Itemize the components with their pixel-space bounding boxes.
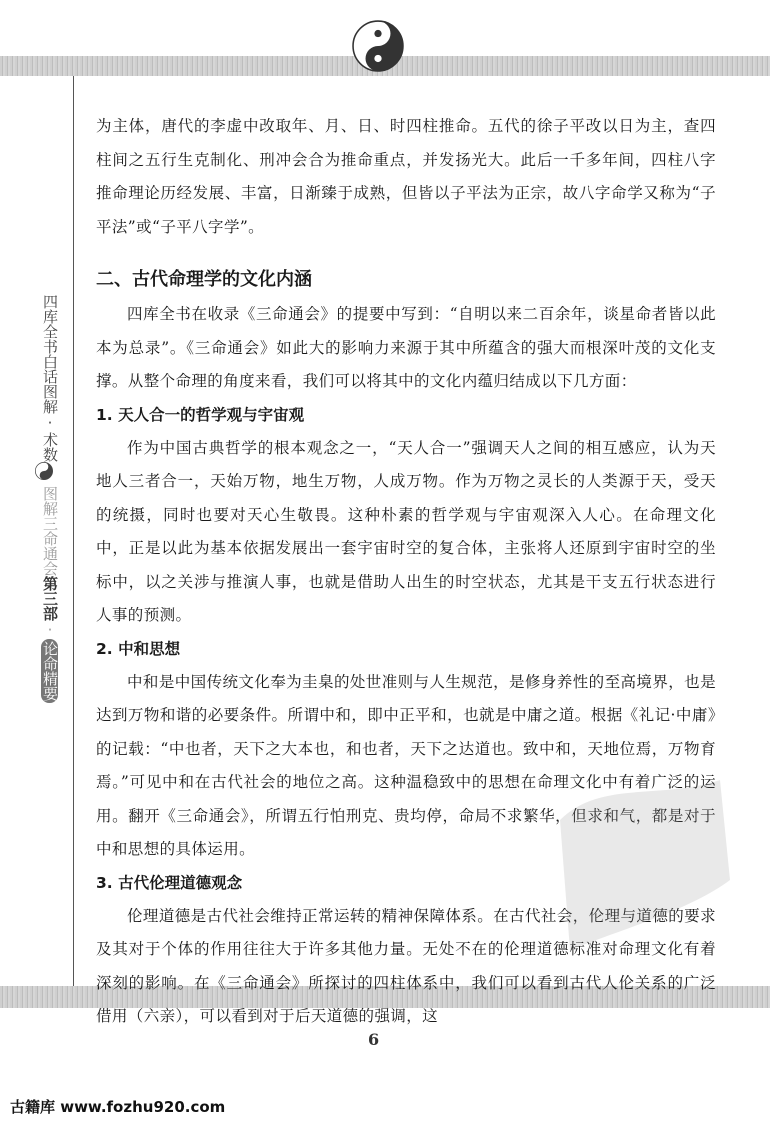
side-section-title <box>28 486 58 703</box>
margin-rule <box>73 76 74 986</box>
site-footer: 古籍库 www.fozhu920.com <box>10 1098 226 1116</box>
subheading-1: 1. 天人合一的哲学观与宇宙观 <box>96 405 305 424</box>
side-subtitle-part: 第三部 <box>41 576 59 621</box>
section-heading: 二、古代命理学的文化内涵 <box>96 269 312 290</box>
watermark-seal <box>540 760 740 960</box>
watermark-text: PDG <box>680 921 728 946</box>
paragraph-intro: 为主体，唐代的李虚中改取年、月、日、时四柱推命。五代的徐子平改以日为主，查四柱间之五行生克制化、刑冲会合为推命重点，并发扬光大。此后一千多年间，四柱八字推命理论历经发展、丰富，日渐臻于成熟，但皆以子平法为正宗，故八字命学又称为“子平法”或“子平八字学”。 <box>96 117 716 236</box>
subheading-2: 2. 中和思想 <box>96 639 181 658</box>
small-yin-yang-icon <box>35 462 53 480</box>
side-subtitle-chapter: 论命精要 <box>41 641 59 701</box>
paragraph-ethics: 伦理道德是古代社会维持正常运转的精神保障体系。在古代社会，伦理与道德的要求及其对于个体的作用往往大于许多其他力量。无处不在的伦理道德标准对命理文化有着深刻的影响。在《三命通会》所探讨的四柱体系中，我们可以看到古代人伦关系的广泛借用（六亲），可以看到对于后天道德的强调，这 <box>96 906 716 1025</box>
subheading-3: 3. 古代伦理道德观念 <box>96 873 243 892</box>
paragraph-section-intro: 四库全书在收录《三命通会》的提要中写到：“自明以来二百余年，谈星命者皆以此本为总录”。《三命通会》如此大的影响力来源于其中所蕴含的强大而根深叶茂的文化支撑。从整个命理的角度来看，我们可以将其中的文化内蕴归结成以下几方面： <box>96 305 716 390</box>
page-number: 6 <box>368 1030 380 1049</box>
side-subtitle-dot: · <box>41 621 59 639</box>
side-subtitle-book: 图解三命通会 <box>41 486 59 576</box>
paragraph-heaven-human: 作为中国古典哲学的根本观念之一，“天人合一”强调天人之间的相互感应，认为天地人三者合一，天始万物，地生万物，人成万物。作为万物之灵长的人类源于天，受天的统摄，同时也要对天心生敬畏。这种朴素的哲学观与宇宙观深入人心。在命理文化中，正是以此为基本依据发展出一套宇宙时空的复合体，主张将人还原到宇宙时空的坐标中，以之关涉与推演人事，也就是借助人出生的时空状态，尤其是干支五行状态进行人事的预测。 <box>96 438 716 624</box>
paragraph-harmony: 中和是中国传统文化奉为圭臬的处世准则与人生规范，是修身养性的至高境界，也是达到万物和谐的必要条件。所谓中和，即中正平和，也就是中庸之道。根据《礼记·中庸》的记载：“中也者，天下之大本也，和也者，天下之达道也。致中和，天地位焉，万物育焉。”可见中和在古代社会的地位之高。这种温稳致中的思想在命理文化中有着广泛的运用。翻开《三命通会》，所谓五行怕刑克、贵均停，命局不求繁华，但求和气，都是对于中和思想的具体运用。 <box>96 672 716 858</box>
side-book-title: 四库全书白话图解·术数 <box>41 294 59 462</box>
yin-yang-icon <box>352 20 404 72</box>
